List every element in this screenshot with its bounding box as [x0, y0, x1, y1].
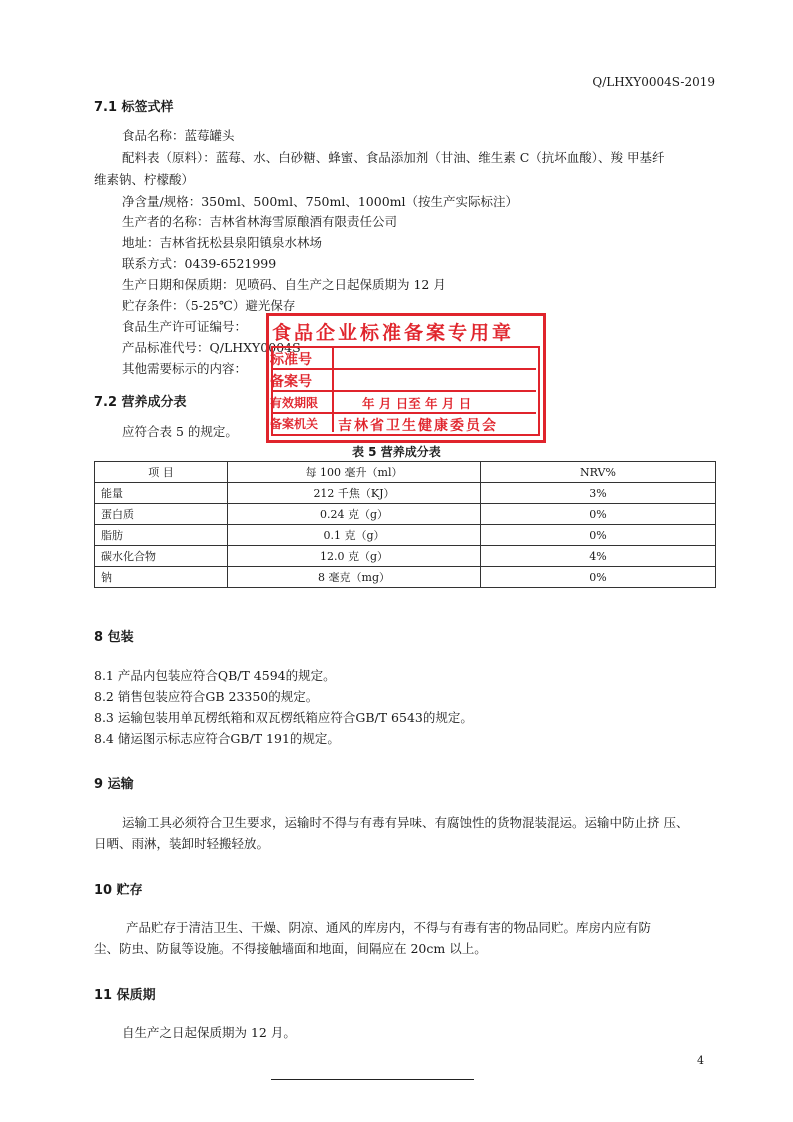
- label-line-storage: 贮存条件：（5-25℃）避光保存: [122, 298, 296, 313]
- stamp-label-validity: 有效期限: [270, 396, 319, 410]
- row-fat-value: 0.1 克（g）: [228, 525, 481, 546]
- table-row: [95, 504, 716, 525]
- label-line-contact: 联系方式：0439-6521999: [122, 256, 277, 271]
- row-carb-nrv: 4%: [481, 546, 716, 567]
- section-7-2-title: 7.2 营养成分表: [94, 395, 187, 410]
- section-10-title: 10 贮存: [94, 883, 143, 898]
- row-sodium-nrv: 0%: [481, 567, 716, 588]
- nutrition-table: [94, 461, 716, 588]
- packaging-item-8-3: 8.3 运输包装用单瓦楞纸箱和双瓦楞纸箱应符合GB/T 6543的规定。: [94, 710, 473, 725]
- table-caption: 表 5 营养成分表: [352, 445, 441, 459]
- table-header-row: [95, 462, 716, 483]
- row-sodium-name: 钠: [95, 567, 228, 588]
- row-fat-nrv: 0%: [481, 525, 716, 546]
- header-item: 项 目: [95, 462, 228, 483]
- row-energy-nrv: 3%: [481, 483, 716, 504]
- label-line-std-code: 产品标准代号：Q/LHXY0004S: [122, 340, 301, 355]
- label-line-ingredients: 配料表（原料）：蓝莓、水、白砂糖、蜂蜜、食品添加剂（甘油、维生素 C（抗坏血酸）、羧 甲基纤: [122, 150, 665, 165]
- packaging-item-8-2: 8.2 销售包装应符合GB 23350的规定。: [94, 689, 319, 704]
- label-line-license: 食品生产许可证编号：: [122, 319, 248, 334]
- label-line-date-shelf: 生产日期和保质期：见喷码、自生产之日起保质期为 12 月: [122, 277, 446, 292]
- row-fat-name: 脂肪: [95, 525, 228, 546]
- storage-text-line-2: 尘、防虫、防鼠等设施。不得接触墙面和地面，间隔应在 20cm 以上。: [94, 941, 487, 956]
- row-protein-value: 0.24 克（g）: [228, 504, 481, 525]
- stamp-title: 食品企业标准备案专用章: [272, 322, 515, 344]
- stamp-authority-value: 吉林省卫生健康委员会: [338, 418, 498, 434]
- label-line-address: 地址：吉林省抚松县泉阳镇泉水林场: [122, 235, 323, 250]
- packaging-item-8-4: 8.4 储运图示标志应符合GB/T 191的规定。: [94, 731, 340, 746]
- row-carb-name: 碳水化合物: [95, 546, 228, 567]
- table-row: [95, 525, 716, 546]
- page-number: 4: [697, 1054, 704, 1067]
- row-energy-name: 能量: [95, 483, 228, 504]
- table-row: [95, 483, 716, 504]
- header-per-100ml: 每 100 毫升（ml）: [228, 462, 481, 483]
- section-7-1-title: 7.1 标签式样: [94, 100, 174, 115]
- section-8-title: 8 包装: [94, 630, 134, 645]
- row-protein-name: 蛋白质: [95, 504, 228, 525]
- table-row: [95, 546, 716, 567]
- row-energy-value: 212 千焦（KJ）: [228, 483, 481, 504]
- stamp-rule-3: [271, 412, 536, 414]
- label-line-net-content: 净含量/规格：350ml、500ml、750ml、1000ml（按生产实际标注）: [122, 194, 519, 209]
- label-line-other: 其他需要标示的内容：: [122, 361, 248, 376]
- shelf-life-text: 自生产之日起保质期为 12 月。: [122, 1025, 296, 1040]
- label-line-food-name: 食品名称：蓝莓罐头: [122, 128, 235, 143]
- row-sodium-value: 8 毫克（mg）: [228, 567, 481, 588]
- filing-stamp: [266, 313, 546, 443]
- transport-text-line-1: 运输工具必须符合卫生要求，运输时不得与有毒有异味、有腐蚀性的货物混装混运。运输中防止挤 压、: [122, 815, 689, 830]
- section-7-2-text: 应符合表 5 的规定。: [122, 424, 238, 439]
- row-carb-value: 12.0 克（g）: [228, 546, 481, 567]
- packaging-item-8-1: 8.1 产品内包装应符合QB/T 4594的规定。: [94, 668, 336, 683]
- standard-code: Q/LHXY0004S-2019: [592, 75, 715, 89]
- header-nrv: NRV%: [481, 462, 716, 483]
- stamp-label-filing-no: 备案号: [270, 374, 312, 390]
- section-9-title: 9 运输: [94, 777, 134, 792]
- footer-rule: [271, 1079, 474, 1080]
- transport-text-line-2: 日晒、雨淋，装卸时轻搬轻放。: [94, 836, 270, 851]
- table-row: [95, 567, 716, 588]
- section-11-title: 11 保质期: [94, 988, 156, 1003]
- stamp-divider: [332, 346, 334, 432]
- row-protein-nrv: 0%: [481, 504, 716, 525]
- storage-text-line-1: 产品贮存于清洁卫生、干燥、阴凉、通风的库房内，不得与有毒有害的物品同贮。库房内应有防: [126, 920, 652, 935]
- stamp-label-authority: 备案机关: [270, 417, 319, 431]
- stamp-label-standard-no: 标准号: [270, 352, 312, 368]
- stamp-validity-value: 年 月 日至 年 月 日: [362, 396, 472, 411]
- label-line-ingredients-cont: 维素钠、柠檬酸）: [94, 172, 195, 187]
- label-line-producer: 生产者的名称：吉林省林海雪原酿酒有限责任公司: [122, 214, 398, 229]
